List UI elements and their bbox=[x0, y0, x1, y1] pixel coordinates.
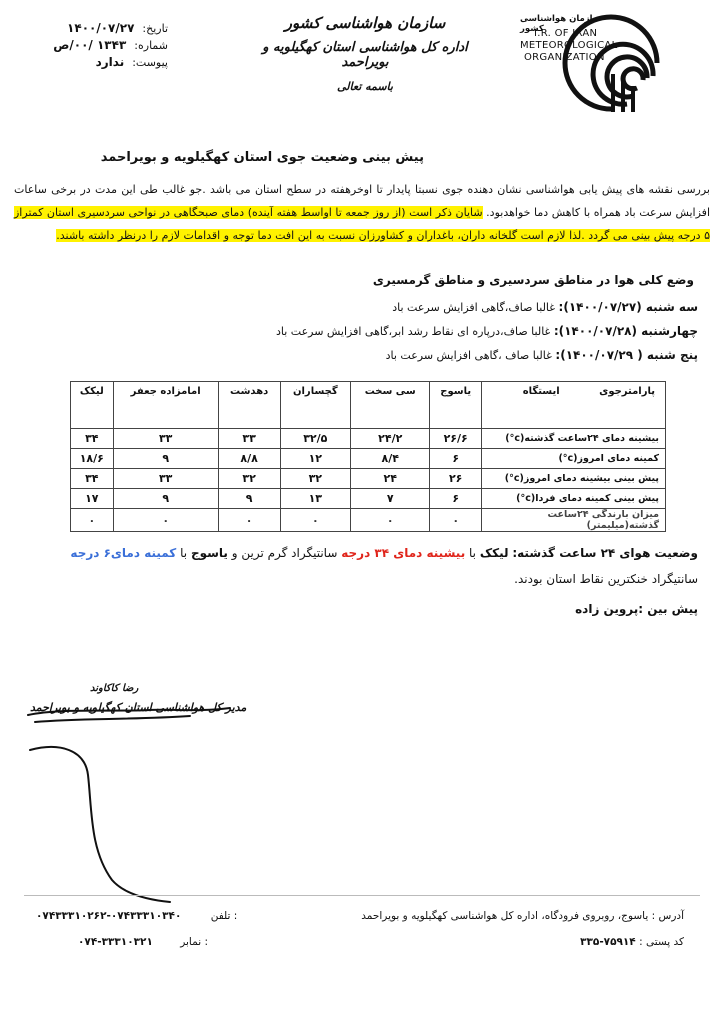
table-cell: ۰ bbox=[113, 509, 218, 532]
document-title: پیش بینی وضعیت جوی استان کهگیلویه و بویراحمد bbox=[100, 150, 424, 165]
fax-value: ۰۷۴-۳۳۳۱۰۳۲۱ bbox=[78, 936, 153, 948]
summary-label: وضعیت هوای ۲۴ ساعت گذشته: bbox=[512, 546, 698, 560]
table-cell: ۰ bbox=[430, 509, 482, 532]
day-forecast-3 bbox=[386, 348, 698, 362]
table-cell: ۱۲ bbox=[280, 449, 351, 469]
station-header-cell: امامزاده جعفر bbox=[113, 382, 218, 429]
table-cell: ۹ bbox=[113, 449, 218, 469]
number-row bbox=[18, 37, 168, 54]
summary-text: با bbox=[465, 546, 477, 560]
footer-fax bbox=[78, 936, 208, 948]
table-cell: ۷ bbox=[351, 489, 430, 509]
attachment-label: پیوست: bbox=[132, 56, 168, 69]
min-temp-text: کمینه دمای۶ درجه bbox=[70, 546, 177, 560]
table-cell: ۰ bbox=[351, 509, 430, 532]
table-row bbox=[71, 489, 666, 509]
logo-caption-en bbox=[520, 28, 630, 64]
table-cell: ۰ bbox=[280, 509, 351, 532]
frost-warning-highlight: شایان ذکر است (از روز جمعه تا اواسط هفته آینده) دمای صبحگاهی در نواحی سردسیری استان کمتراز ۵ درجه پیش بینی می گردد .لذا لازم است گلخانه داران، باغداران و کشاورزان نسبت به این افت دما توجه و اقدامات لازم را درنظر داشته باشند. bbox=[14, 206, 710, 242]
postal-label: کد پستی : bbox=[639, 936, 684, 948]
station-header: ایستگاه bbox=[522, 386, 560, 397]
signatory-name: رضا کاکاوند bbox=[90, 683, 139, 694]
handwritten-signature-icon bbox=[0, 690, 260, 920]
table-cell: ۸/۴ bbox=[351, 449, 430, 469]
table-cell: ۰ bbox=[71, 509, 114, 532]
fax-label: نمابر : bbox=[180, 936, 209, 948]
table-cell: ۱۷ bbox=[71, 489, 114, 509]
table-cell: ۲۶/۶ bbox=[430, 429, 482, 449]
table-cell: ۲۴/۲ bbox=[351, 429, 430, 449]
forecast-text: بررسی نقشه های پیش یابی هواشناسی نشان دهنده جوی نسبتا پایدار تا اوخرهفته در سطح استان می باشد .جو غالب طی این مدت در برخی ساعات افزایش سرعت باد همراه با کاهش دما خواهدبود. bbox=[14, 183, 710, 219]
bismillah: باسمه تعالی bbox=[337, 80, 393, 93]
table-cell: ۱۸/۶ bbox=[71, 449, 114, 469]
table-cell: ۳۳ bbox=[113, 429, 218, 449]
date-row bbox=[18, 20, 168, 37]
table-cell: ۲۶ bbox=[430, 469, 482, 489]
letter-meta bbox=[18, 20, 168, 71]
logo-en-line-3: ORGANIZATION bbox=[524, 52, 605, 63]
day-label: چهارشنبه (۱۴۰۰/۰۷/۲۸): bbox=[553, 324, 698, 338]
number-label: شماره: bbox=[134, 39, 168, 52]
forecaster-name: پیش بین :پروین زاده bbox=[575, 602, 698, 616]
footer-phone bbox=[36, 910, 237, 922]
table-header-row bbox=[71, 382, 666, 429]
summary-text: سانتیگراد خنکترین نقاط استان بودند. bbox=[514, 572, 698, 586]
table-cell: ۳۲ bbox=[280, 469, 351, 489]
param-header: پارامترجوی bbox=[599, 386, 655, 397]
org-heading bbox=[240, 14, 490, 93]
max-temp-text: بیشینه دمای ۳۴ درجه bbox=[341, 546, 466, 560]
phone-value: ۰۷۴۳۳۳۱۰۲۶۲-۰۷۴۳۳۳۱۰۳۴۰ bbox=[36, 910, 182, 922]
table-row bbox=[71, 509, 666, 532]
table-cell: ۶ bbox=[430, 489, 482, 509]
table-row bbox=[71, 429, 666, 449]
day-description: غالبا صاف،درپاره ای نقاط رشد ابر،گاهی افزایش سرعت باد bbox=[275, 325, 551, 338]
table-cell: ۸/۸ bbox=[218, 449, 280, 469]
table-cell: ۳۴ bbox=[71, 469, 114, 489]
attachment-row bbox=[18, 54, 168, 71]
footer-postal bbox=[580, 936, 684, 948]
footer-address: آدرس : یاسوج، روبروی فرودگاه، اداره کل هواشناسی کهگیلویه و بویراحمد bbox=[361, 910, 684, 922]
table-cell: ۳۲/۵ bbox=[280, 429, 351, 449]
param-header-cell bbox=[482, 382, 666, 429]
logo-en-line-1: I.R. OF IRAN bbox=[534, 28, 598, 39]
table-cell: ۳۴ bbox=[71, 429, 114, 449]
logo-caption-fa: سازمان هواشناسی کشور bbox=[520, 14, 602, 34]
attachment-value: ندارد bbox=[95, 55, 125, 69]
summary-text: سانتیگراد گرم ترین و bbox=[227, 546, 338, 560]
row-label: کمینه دمای امروز(c°) bbox=[482, 449, 666, 469]
signatory-role: مدیر کل هواشناسی استان کهگیلویه و بویراحمد bbox=[30, 701, 247, 714]
day-label: پنج شنبه ( ۱۴۰۰/۰۷/۲۹): bbox=[555, 348, 698, 362]
table-cell: ۶ bbox=[430, 449, 482, 469]
forecast-paragraph bbox=[14, 178, 710, 247]
table-row bbox=[71, 469, 666, 489]
station-header-cell: سی سخت bbox=[351, 382, 430, 429]
table-cell: ۳۲ bbox=[218, 469, 280, 489]
day-forecast-1 bbox=[392, 300, 698, 314]
number-value: ۱۳۴۳ /۰۰/ص bbox=[53, 38, 127, 52]
row-label: پیش بینی کمینه دمای فردا(c°) bbox=[482, 489, 666, 509]
station-header-cell: گچساران bbox=[280, 382, 351, 429]
footer-divider bbox=[24, 895, 700, 896]
org-department: اداره کل هواشناسی استان کهگیلویه و بویراحمد bbox=[262, 40, 468, 70]
date-value: ۱۴۰۰/۰۷/۲۷ bbox=[67, 21, 135, 35]
row-label: میزان بارندگی ۲۴ساعت گذشته(میلیمتر) bbox=[482, 509, 666, 532]
table-cell: ۰ bbox=[218, 509, 280, 532]
summary-text: با bbox=[176, 546, 188, 560]
day-forecast-2 bbox=[276, 324, 698, 338]
table-cell: ۱۳ bbox=[280, 489, 351, 509]
table-cell: ۹ bbox=[218, 489, 280, 509]
table-cell: ۹ bbox=[113, 489, 218, 509]
phone-label: تلفن : bbox=[210, 910, 238, 922]
row-label: بیشینه دمای ۲۴ساعت گذشته(c°) bbox=[482, 429, 666, 449]
hottest-city: لیکک bbox=[479, 546, 509, 560]
day-description: غالبا صاف،گاهی افزایش سرعت باد bbox=[392, 301, 556, 314]
weather-table bbox=[70, 381, 666, 532]
past-24h-summary bbox=[24, 540, 698, 592]
section-title: وضع کلی هوا در مناطق سردسیری و مناطق گرمسیری bbox=[372, 273, 694, 287]
table-row bbox=[71, 449, 666, 469]
date-label: تاریخ: bbox=[142, 22, 168, 35]
day-description: غالبا صاف ،گاهی افزایش سرعت باد bbox=[385, 349, 552, 362]
day-label: سه شنبه (۱۴۰۰/۰۷/۲۷): bbox=[558, 300, 698, 314]
coldest-city: یاسوج bbox=[190, 546, 228, 560]
postal-value: ۷۵۹۱۴-۳۳۵ bbox=[580, 936, 636, 948]
logo-en-line-2: METEOROLOGICAL bbox=[520, 40, 618, 51]
station-header-cell: دهدشت bbox=[218, 382, 280, 429]
table-cell: ۲۴ bbox=[351, 469, 430, 489]
table-cell: ۳۳ bbox=[218, 429, 280, 449]
station-header-cell: لیکک bbox=[71, 382, 114, 429]
station-header-cell: یاسوج bbox=[430, 382, 482, 429]
table-cell: ۳۳ bbox=[113, 469, 218, 489]
row-label: پیش بینی بیشینه دمای امروز(c°) bbox=[482, 469, 666, 489]
org-name: سازمان هواشناسی کشور bbox=[284, 14, 446, 32]
